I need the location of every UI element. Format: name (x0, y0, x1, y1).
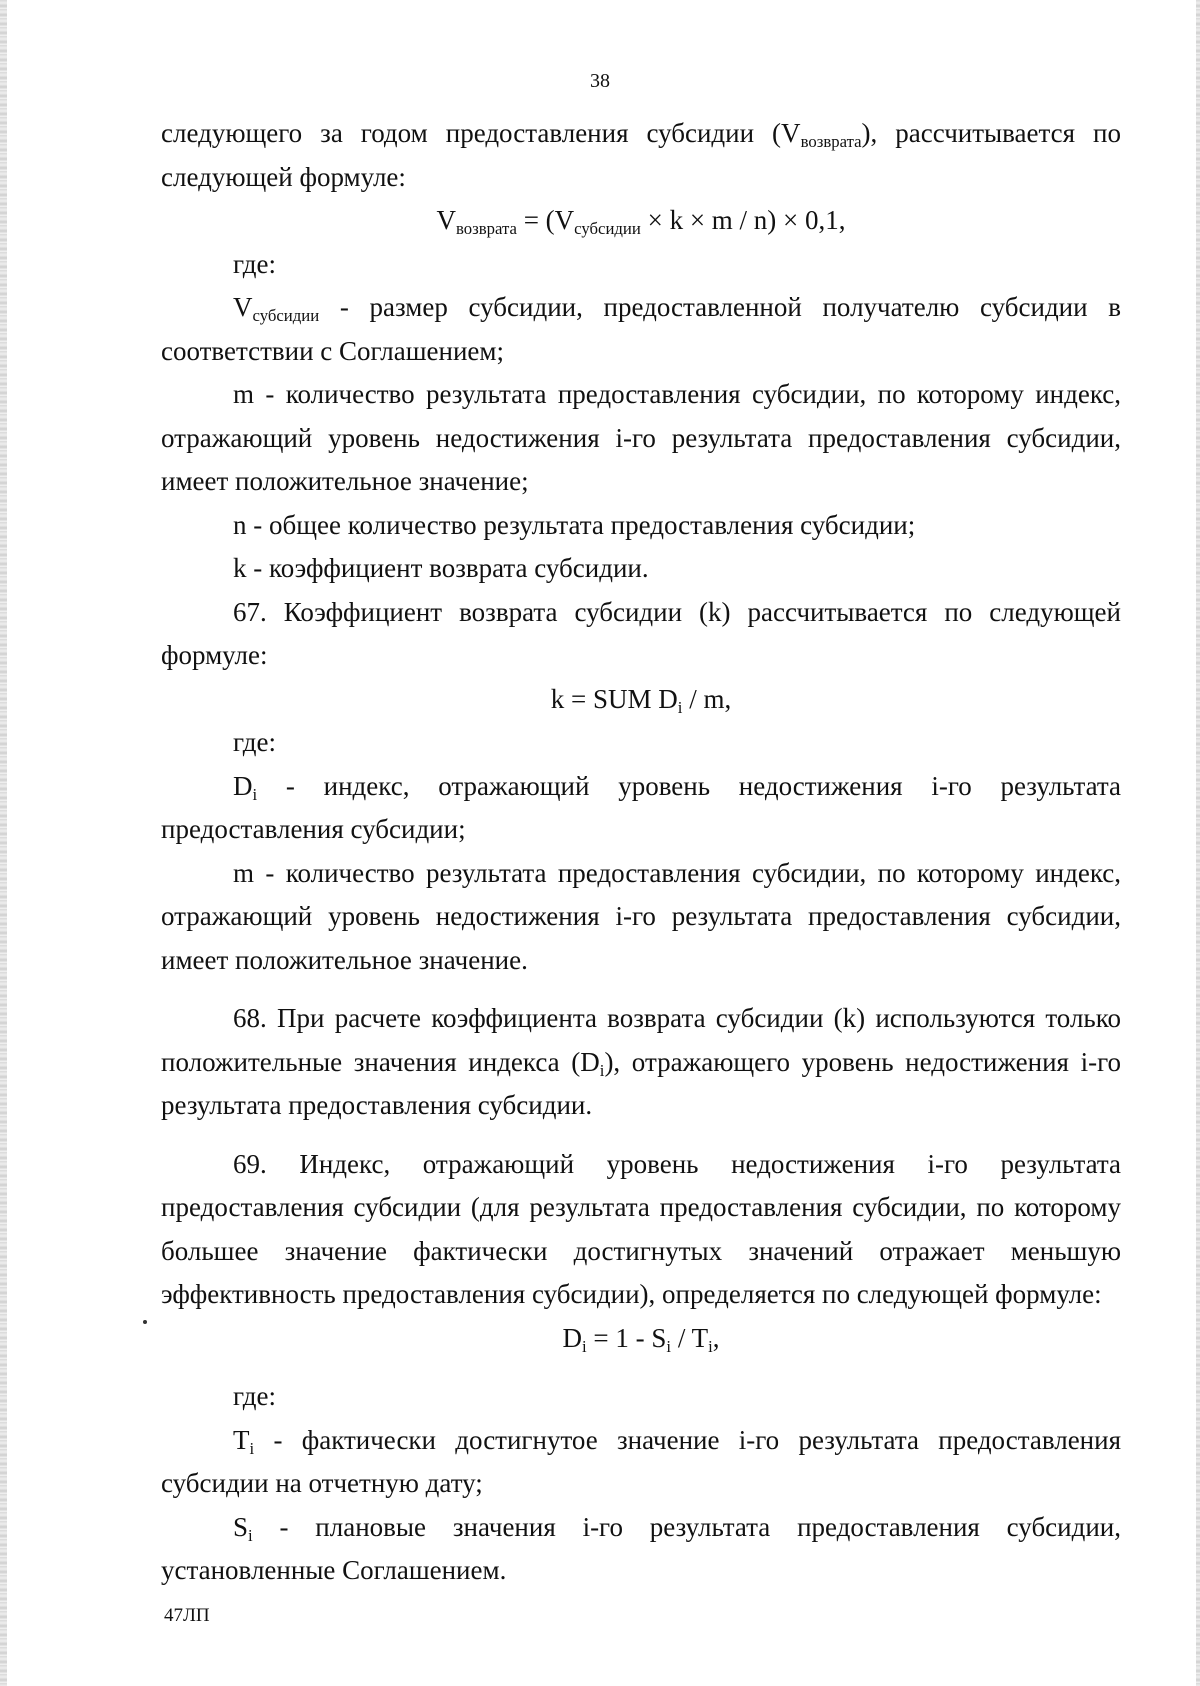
subscript: i (252, 784, 258, 804)
subscript: i (582, 1336, 587, 1356)
subscript: i (708, 1336, 713, 1356)
text: V (233, 292, 253, 322)
subscript: возврата (455, 219, 517, 239)
text: ), рассчитывается по следующей формуле: (161, 118, 1121, 192)
text: - индекс, отражающий уровень недостижения i-го результата предоставления субсидии; (161, 770, 1121, 844)
definition-s (161, 1506, 1121, 1593)
subscript: i (249, 1438, 255, 1458)
scan-speck (143, 1320, 147, 1324)
paragraph-67: 67. Коэффициент возврата субсидии (k) рассчитывается по следующей формуле: (161, 596, 1121, 670)
text: ), отражающего уровень недостижения i-го результата предоставления субсидии. (161, 1046, 1121, 1120)
where-label: где: (233, 1381, 276, 1411)
text: , (712, 1322, 720, 1353)
scan-edge-right (1196, 0, 1200, 1686)
text: - размер субсидии, предоставленной получателю субсидии в соответствии с Соглашением; (161, 292, 1121, 366)
definition-n: n - общее количество результата предоставления субсидии; (233, 509, 916, 540)
text: S (233, 1511, 249, 1542)
subscript: возврата (800, 132, 862, 152)
text: T (233, 1424, 250, 1455)
paragraph-69: 69. Индекс, отражающий уровень недостижения i-го результата предоставления субсидии (для результата предоставления субсидии, по которому большее значение фактически достигнутых значений отражает меньшую эффективность предоставления субсидии), определяется по следующей формуле: (161, 1148, 1121, 1309)
definition-d (161, 765, 1121, 852)
definition-m: m - количество результата предоставления субсидии, по которому индекс, отражающий уровень недостижения i-го результата предоставления субсидии, имеет положительное значение; (161, 379, 1121, 496)
text: следующего за годом предоставления субсидии (V (161, 118, 801, 148)
definition-k: k - коэффициент возврата субсидии. (233, 553, 649, 583)
definition-t (161, 1419, 1121, 1506)
formula-k (161, 678, 1121, 722)
definition-m-second: m - количество результата предоставления субсидии, по которому индекс, отражающий уровень недостижения i-го результата предоставления субсидии, имеет положительное значение. (161, 857, 1121, 975)
scan-edge-left (0, 0, 7, 1686)
where-label: где: (233, 248, 276, 279)
text: × k × m / n) × 0,1, (640, 205, 846, 235)
text: V (436, 205, 456, 235)
paragraph-intro (161, 112, 1121, 199)
where-label: где: (233, 727, 276, 757)
text: D (562, 1322, 583, 1353)
text: 68. При расчете коэффициента возврата субсидии (k) используются только положительные значения индекса (D (161, 1003, 1121, 1077)
subscript: i (599, 1060, 605, 1080)
footer-code: 47ЛП (164, 1605, 210, 1626)
subscript: i (677, 697, 683, 717)
document-body (161, 112, 1121, 1593)
text: = 1 - S (586, 1322, 667, 1353)
page-number: 38 (590, 70, 610, 92)
subscript: субсидии (574, 219, 641, 239)
text: D (233, 770, 253, 801)
text: / m, (682, 683, 732, 714)
definition-v-subsidy (161, 286, 1121, 373)
text: k = SUM D (550, 683, 678, 714)
paragraph-68 (161, 997, 1121, 1128)
text: - плановые значения i-го результата предоставления субсидии, установленные Соглашением. (161, 1511, 1121, 1585)
formula-v-return (161, 199, 1121, 243)
subscript: субсидии (252, 306, 320, 326)
formula-d (161, 1317, 1121, 1361)
subscript: i (666, 1336, 672, 1356)
text: - фактически достигнутое значение i-го результата предоставления субсидии на отчетную дату; (161, 1424, 1121, 1498)
subscript: i (248, 1525, 253, 1545)
text: / T (671, 1322, 709, 1353)
text: = (V (516, 205, 575, 235)
